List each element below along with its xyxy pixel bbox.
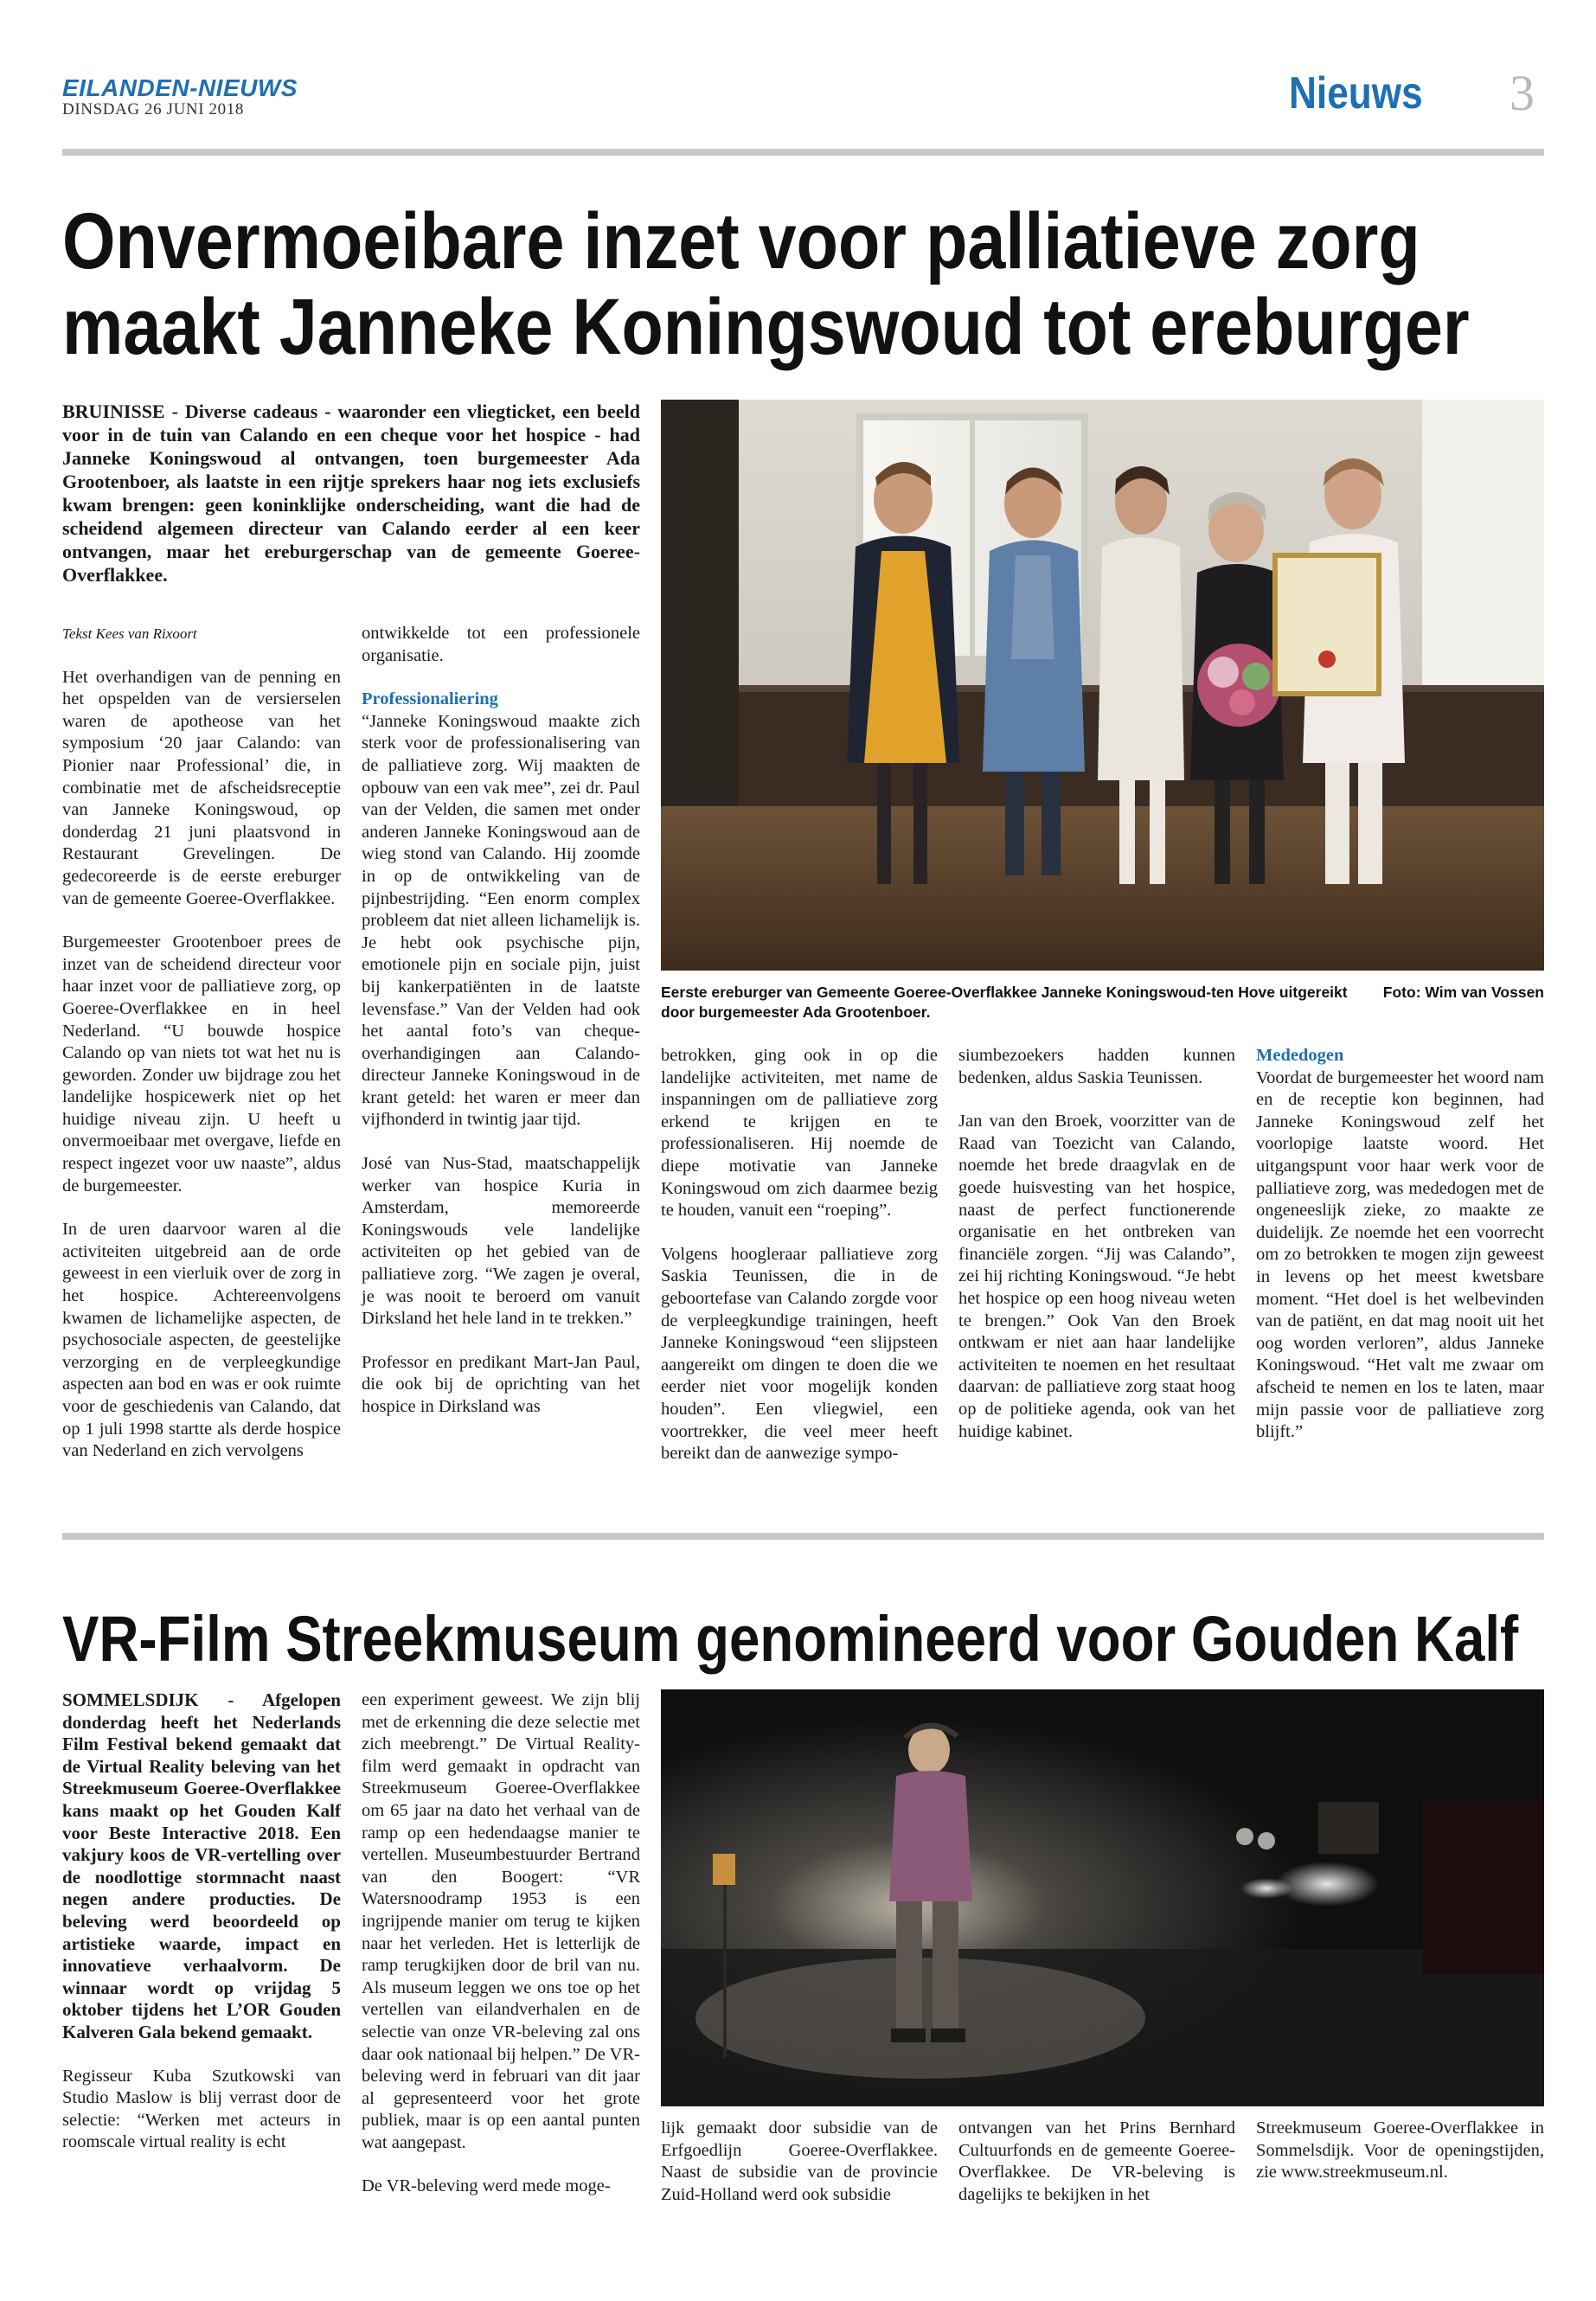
article1-column-2 (362, 623, 640, 1419)
article2-column-1 (62, 1689, 341, 2154)
article1-headline (62, 197, 1470, 372)
article2-col2-p2: De VR-beleving werd mede moge- (362, 2176, 611, 2196)
article2-col1-p1: Regisseur Kuba Szutkowski van Studio Maslow is blij verrast door de selectie: “Werken met acteurs in roomscale virtual reality is echt (62, 2066, 341, 2152)
article1-column-3 (661, 1045, 938, 1465)
article1-photo-caption: Eerste ereburger van Gemeente Goeree-Overflakkee Janneke Koningswoud-ten Hove uitgereikt door burgemeester Ada Grootenboer. (661, 984, 1348, 1021)
section-name: Nieuws (1289, 68, 1423, 119)
article1-headline-line1: Onvermoeibare inzet voor palliatieve zorg (62, 197, 1420, 285)
vr-film-still-illustration (661, 1689, 1544, 2106)
article1-col4-p1: siumbezoekers hadden kunnen bedenken, aldus Saskia Teunissen. (958, 1046, 1235, 1087)
article1-col1-p1: Het overhandigen van de penning en het opspelden van de versierselen waren de apotheose van het symposium ‘20 jaar Calando: van Pionier naar Professional’ die, in combinatie met de afscheidsreceptie van Janneke Koningswoud, op donderdag 21 juni plaatsvond in Restaurant Grevelingen. De gedecoreerde is de eerste ereburger van de gemeente Goeree-Overflakkee. (62, 667, 341, 908)
article2-col2-p1: een experiment geweest. We zijn blij met de erkenning die deze selectie met zich meebrengt.” De Virtual Reality-film werd gemaakt in opdracht van Streekmuseum Goeree-Overflakkee om 65 jaar na dato het verhaal van de ramp op een hedendaagse manier te vertellen. Museumbestuurder Bertrand van den Boogert: “VR Watersnoodramp 1953 is een ingrijpende manier om terug te kijken naar het verleden. Het is letterlijk de ramp terugkijken door de bril van nu. Als museum leggen we ons toe op het vertellen van eilandverhalen en de selectie van onze VR-beleving zal ons daar ook nationaal bij helpen.” De VR-beleving werd in februari van dit jaar al gepresenteerd voor het grote publiek, maar is op een aantal punten wat aangepast. (362, 1690, 640, 2152)
article1-col2-p3: Professor en predikant Mart-Jan Paul, die ook bij de oprichting van het hospice in Dirksland was (362, 1352, 640, 1416)
article1-photo (661, 400, 1544, 971)
article2-column-4 (958, 2118, 1235, 2206)
issue-date: DINSDAG 26 JUNI 2018 (62, 100, 244, 119)
top-rule (62, 149, 1544, 156)
article2-headline: VR-Film Streekmuseum genomineerd voor Gouden Kalf (62, 1603, 1519, 1675)
article1-col2-p2: José van Nus-Stad, maatschappelijk werker van hospice Kuria in Amsterdam, memoreerde Koningswouds vele landelijke activiteiten op het gebied van de palliatieve zorg. “We zagen je overal, je was nooit te beroerd om vanuit Dirksland het hele land in te trekken.” (362, 1154, 640, 1329)
article1-col1-p2: Burgemeester Grootenboer prees de inzet van de scheidend directeur voor haar inzet voor de palliatieve zorg, op Goeree-Overflakkee en in heel Nederland. “U bouwde hospice Calando op van niets tot wat het nu is geworden. Zonder uw bijdrage zou het landelijke hospicewerk niet op het huidige niveau zijn. U heeft u onvermoeibaar met overgave, liefde en respect ingezet voor uw naaste”, aldus de burgemeester. (62, 933, 341, 1195)
article1-col2-p1: “Janneke Koningswoud maakte zich sterk voor de professionalisering van de palliatieve zorg. Wij maakten de opbouw van een vak mee”, zei dr. Paul van der Velden, die samen met onder anderen Janneke Koningswoud aan de wieg stond van Calando. Hij zoomde in op de ontwikkeling van de pijnbestrijding. “Een enorm complex probleem dat niet alleen lichamelijk is. Je hebt ook psychische pijn, emotionele pijn en sociale pijn, juist bij kankerpatiënten in de laatste levensfase.” Van der Velden had ook het aantal foto’s van cheque-overhandigingen aan Calando-directeur Janneke Koningswoud in de krant geteld: het waren er meer dan vijfhonderd in twintig jaar tijd. (362, 711, 640, 1130)
article1-credit: Tekst Kees van Rixoort (62, 625, 197, 642)
article1-col2-intro: ontwikkelde tot een professionele organisatie. (362, 624, 640, 665)
article2-photo (661, 1689, 1544, 2106)
article1-lead: BRUINISSE - Diverse cadeaus - waaronder een vliegticket, een beeld voor in de tuin van Calando en een cheque voor het hospice - had Janneke Koningswoud al ontvangen, toen burgemeester Ada Grootenboer, als laatste in een rijtje sprekers haar nog iets exclusiefs kwam brengen: geen koninklijke onderscheiding, want die had de scheidend algemeen directeur van Calando eerder al een keer ontvangen, maar het ereburgerschap van de gemeente Goeree-Overflakkee. (62, 401, 640, 586)
article2-col5-p1: Streekmuseum Goeree-Overflakkee in Sommelsdijk. Voor de openingstijden, zie www.streekmuseum.nl. (1256, 2118, 1544, 2182)
article1-col5-p1: Voordat de burgemeester het woord nam en de receptie kon beginnen, had Janneke Koningswoud zelf het voorlopige laatste woord. Het uitgangspunt voor haar werk voor de palliatieve zorg, was mededogen met de ongeneeslijk zieke, zo maakte ze duidelijk. Ze noemde het een voorrecht om zo betrokken te mogen zijn geweest in levens op het meest kwetsbare moment. “Het doel is het welbevinden van de patiënt, en dat mag nooit uit het oog worden verloren”, aldus Janneke Koningswoud. “Het valt me zwaar om afscheid te nemen en los te laten, maar mijn passie voor de palliatieve zorg blijft.” (1256, 1067, 1544, 1442)
article1-photo-credit: Foto: Wim van Vossen (1382, 984, 1544, 1001)
article1-subhead-professionalisering: Professionaliering (362, 689, 498, 709)
article1-column-5 (1256, 1045, 1544, 1444)
ceremony-photo-illustration (661, 400, 1544, 971)
article2-col4-p1: ontvangen van het Prins Bernhard Cultuurfonds en de gemeente Goeree-Overflakkee. De VR-beleving is dagelijks te bekijken in het (958, 2118, 1235, 2204)
newspaper-logo: EILANDEN-NIEUWS (62, 74, 298, 101)
article2-column-2 (362, 1689, 640, 2198)
article2-lead: SOMMELSDIJK - Afgelopen donderdag heeft het Nederlands Film Festival bekend gemaakt dat de Virtual Reality beleving van het Streekmuseum Goeree-Overflakkee kans maakt op het Gouden Kalf voor Beste Interactive 2018. Een vakjury koos de VR-vertelling over de noodlottige stormnacht naast negen andere producties. De beleving werd beoordeeld op artistieke waarde, impact en innovatieve verhaalvorm. De winnaar wordt op vrijdag 5 oktober tijdens het L’OR Gouden Kalveren Gala bekend gemaakt. (62, 1689, 341, 2042)
article1-col1-p3: In de uren daarvoor waren al die activiteiten uitgebreid aan de orde geweest in een vierluik over de zorg in het hospice. Achtereenvolgens kwamen de lichamelijke aspecten, de psychosociale aspecten, de geestelijke verzorging en de verpleegkundige aspecten aan bod en was er ook ruimte voor de geschiedenis van Calando, dat op 1 juli 1998 startte als derde hospice van Nederland en zich vervolgens (62, 1220, 341, 1461)
article1-headline-line2: maakt Janneke Koningswoud tot ereburger (62, 283, 1470, 372)
article2-column-5 (1256, 2118, 1544, 2184)
article1-col4-p2: Jan van den Broek, voorzitter van de Raad van Toezicht van Calando, noemde het brede draagvlak en de goede huisvesting van het hospice, naast de perfect functionerende organisatie en het ontbreken van financiële zorgen. “Jij was Calando”, zei hij richting Koningswoud. “Je hebt het hospice op een hoog niveau weten te brengen.” Ook Van den Broek ontkwam er niet aan haar landelijke activiteiten te noemen en het resultaat daarvan: de palliatieve zorg staat hoog op de politieke agenda, ook van het huidige kabinet. (958, 1112, 1235, 1441)
article1-col3-p2: Volgens hoogleraar palliatieve zorg Saskia Teunissen, die in de geboortefase van Calando zorgde voor de verpleegkundige trainingen, heeft Janneke Koningswoud “een slijpsteen aangereikt om dingen te doen die we eerder niet voor mogelijk konden houden”. Een vliegwiel, een voortrekker, die veel meer heeft bereikt dan de aanwezige sympo- (661, 1244, 938, 1464)
article-divider-rule (62, 1533, 1544, 1540)
article1-col3-p1: betrokken, ging ook in op die landelijke activiteiten, met name de inspanningen om de palliatieve zorg erkend te krijgen en te professionaliseren. Hij noemde de diepe motivatie van Janneke Koningswoud om zich daarmee bezig te houden, vanuit een “roeping”. (661, 1046, 938, 1221)
page-number: 3 (1509, 65, 1535, 121)
article1-column-4 (958, 1045, 1235, 1443)
article1-column-1 (62, 623, 341, 1463)
article2-column-3 (661, 2118, 938, 2206)
article1-subhead-mededogen: Mededogen (1256, 1046, 1344, 1065)
article2-col3-p1: lijk gemaakt door subsidie van de Erfgoedlijn Goeree-Overflakkee. Naast de subsidie van de provincie Zuid-Holland werd ook subsidie (661, 2118, 938, 2204)
